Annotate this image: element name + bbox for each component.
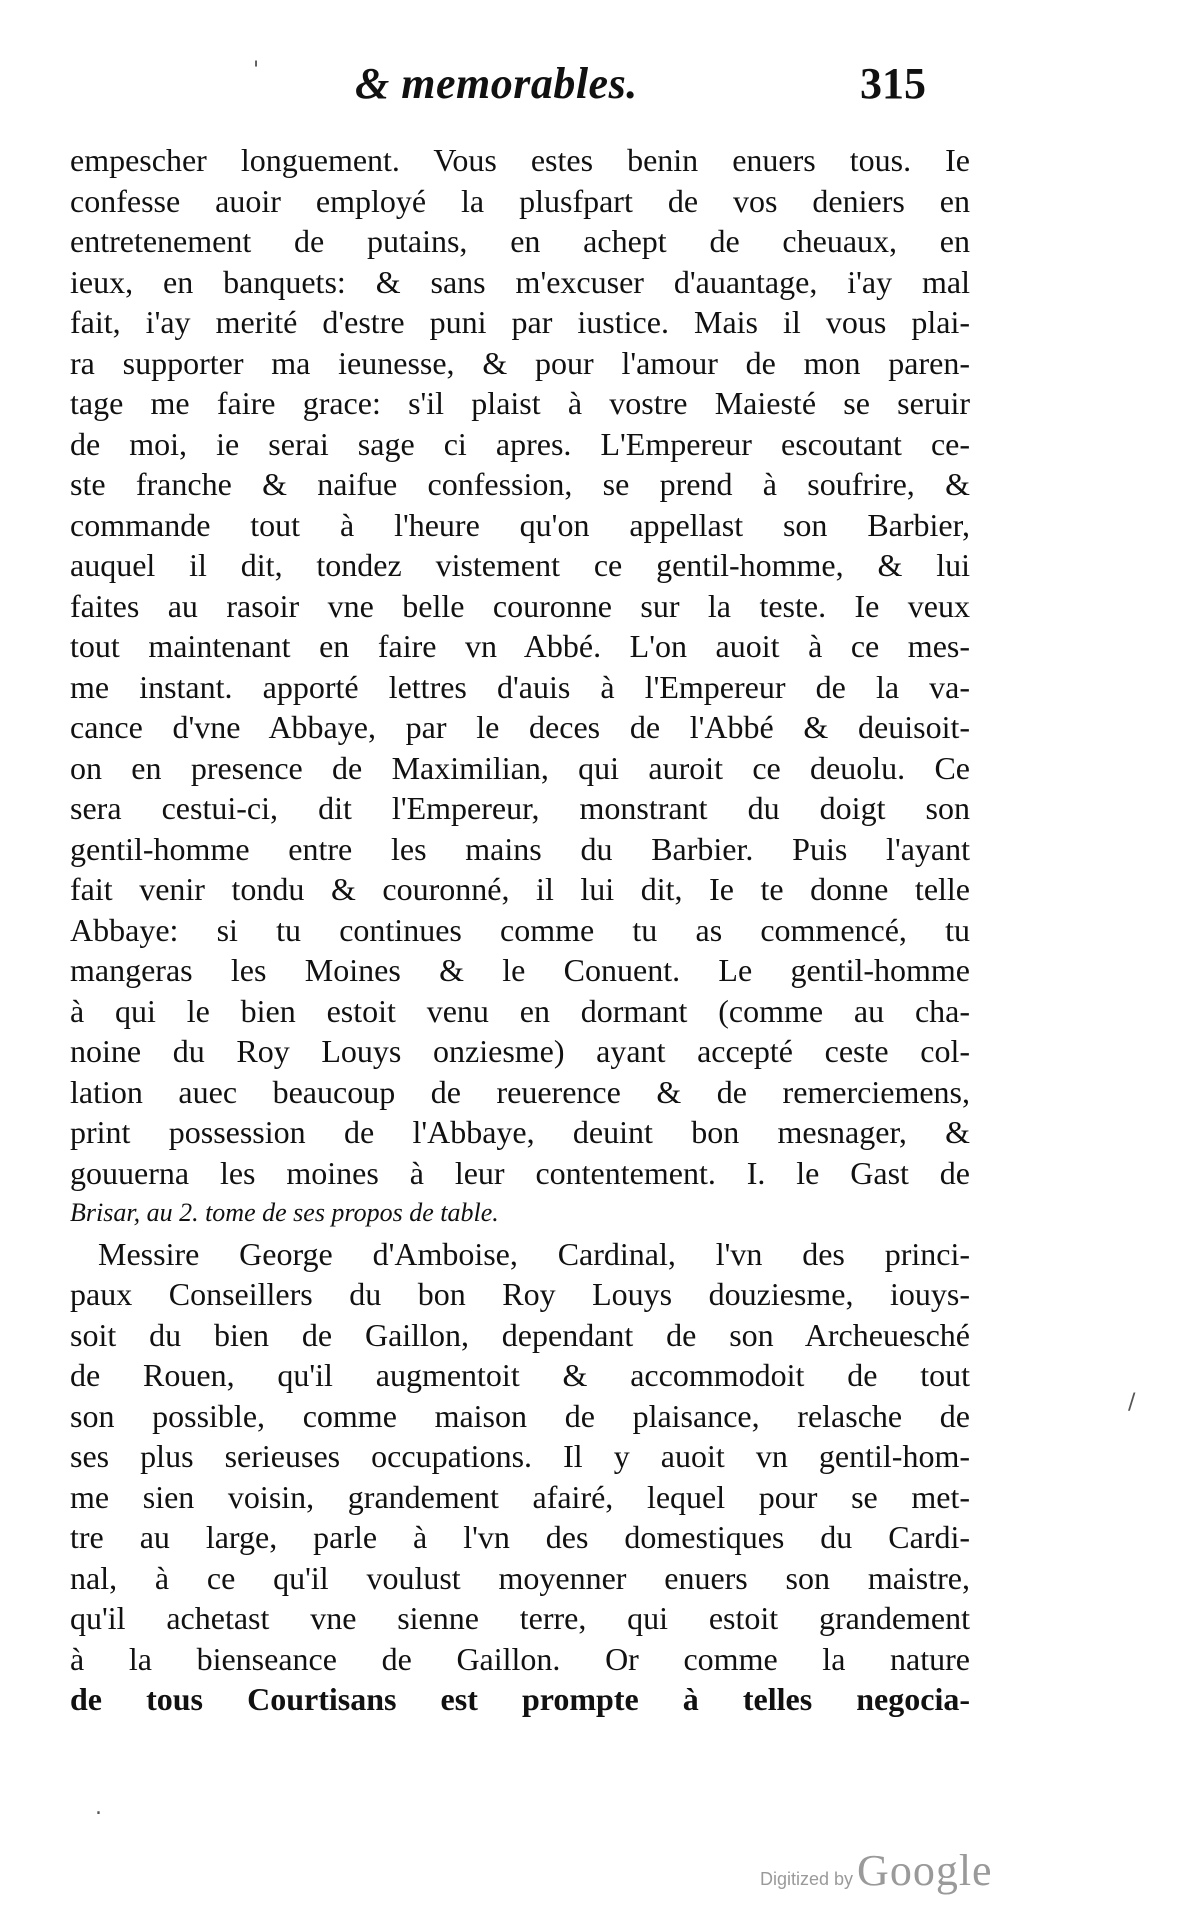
text-line: noine du Roy Louys onziesme) ayant accepté ceste col- (70, 1033, 970, 1069)
text-line: fait, i'ay merité d'estre puni par iustice. Mais il vous plai- (70, 304, 970, 340)
text-line: faites au rasoir vne belle couronne sur la teste. Ie veux (70, 587, 970, 624)
text-line: fait venir tondu & couronné, il lui dit, Ie te donne telle (70, 871, 970, 907)
text-line: on en presence de Maximilian, qui auroit ce deuolu. Ce (70, 749, 970, 786)
running-header-title: & memorables. (355, 59, 638, 108)
margin-mark: / (1128, 1390, 1136, 1415)
text-line: gouuerna les moines à leur contentement. I. le Gast de (70, 1154, 970, 1191)
text-line: Abbaye: si tu continues comme tu as commencé, tu (70, 911, 970, 948)
text-line: paux Conseillers du bon Roy Louys douziesme, iouys- (70, 1276, 970, 1312)
text-line: gentil-homme entre les mains du Barbier. Puis l'ayant (70, 830, 970, 867)
text-line: cance d'vne Abbaye, par le deces de l'Abbé & deuisoit- (70, 709, 970, 745)
text-line: tre au large, parle à l'vn des domestiques du Cardi- (70, 1519, 970, 1555)
text-line: ra supporter ma ieunesse, & pour l'amour de mon paren- (70, 344, 970, 381)
text-line: ste franche & naifue confession, se prend à soufrire, & (70, 466, 970, 502)
text-line: à la bienseance de Gaillon. Or comme la nature (70, 1640, 970, 1677)
text-line: mangeras les Moines & le Conuent. Le gentil-homme (70, 952, 970, 988)
text-line: auquel il dit, tondez vistement ce gentil-homme, & lui (70, 547, 970, 583)
text-line: de moi, ie serai sage ci apres. L'Empereur escoutant ce- (70, 425, 970, 462)
text-line: soit du bien de Gaillon, dependant de son Archeuesché (70, 1316, 970, 1353)
watermark-prefix: Digitized by (760, 1869, 854, 1889)
google-logo: Google (857, 1846, 993, 1895)
digitization-watermark (760, 1845, 993, 1896)
text-line: tout maintenant en faire vn Abbé. L'on auoit à ce mes- (70, 628, 970, 664)
text-line: print possession de l'Abbaye, deuint bon mesnager, & (70, 1114, 970, 1150)
text-line: sera cestui-ci, dit l'Empereur, monstrant du doigt son (70, 790, 970, 826)
text-line: commande tout à l'heure qu'on appellast son Barbier, (70, 506, 970, 543)
text-line: son possible, comme maison de plaisance, relasche de (70, 1397, 970, 1434)
body-text (70, 140, 970, 1720)
text-line: empescher longuement. Vous estes benin enuers tous. Ie (70, 142, 970, 178)
text-line: me sien voisin, grandement afairé, lequel pour se met- (70, 1478, 970, 1515)
text-line: qu'il achetast vne sienne terre, qui estoit grandement (70, 1600, 970, 1636)
margin-mark: ' (253, 58, 260, 83)
text-line: de Rouen, qu'il augmentoit & accommodoit de tout (70, 1357, 970, 1393)
text-line: ses plus serieuses occupations. Il y auoit vn gentil-hom- (70, 1438, 970, 1474)
text-line: ieux, en banquets: & sans m'excuser d'auantage, i'ay mal (70, 263, 970, 300)
text-line: nal, à ce qu'il voulust moyenner enuers son maistre, (70, 1559, 970, 1596)
page-number: 315 (860, 59, 926, 108)
paragraph-start-line: Messire George d'Amboise, Cardinal, l'vn des princi- (98, 1235, 970, 1272)
text-line: entretenement de putains, en achept de cheuaux, en (70, 223, 970, 259)
margin-mark: . (95, 1795, 102, 1820)
text-line: tage me faire grace: s'il plaist à vostre Maiesté se seruir (70, 385, 970, 421)
text-line: à qui le bien estoit venu en dormant (comme au cha- (70, 992, 970, 1029)
text-line: confesse auoir employé la plusfpart de vos deniers en (70, 182, 970, 219)
text-line: me instant. apporté lettres d'auis à l'Empereur de la va- (70, 668, 970, 705)
text-line: lation auec beaucoup de reuerence & de remerciemens, (70, 1073, 970, 1110)
text-line: de tous Courtisans est prompte à telles negocia- (70, 1681, 970, 1717)
citation-line: Brisar, au 2. tome de ses propos de table. (70, 1198, 499, 1227)
